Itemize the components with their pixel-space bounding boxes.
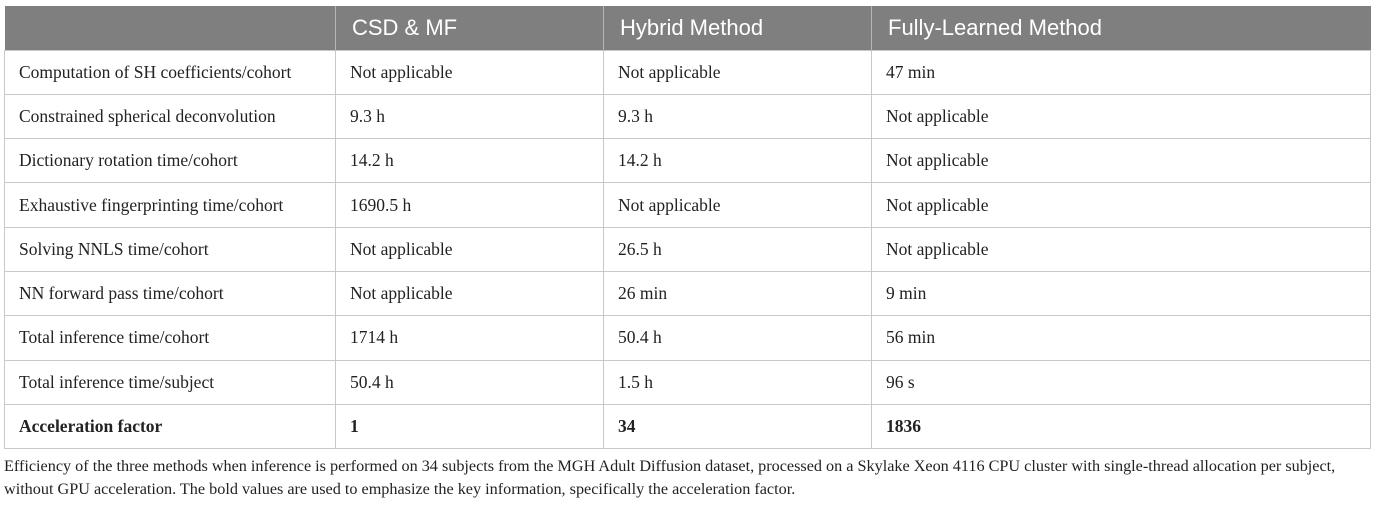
- header-cell-fully-learned: Fully-Learned Method: [872, 6, 1371, 50]
- cell-hybrid: 14.2 h: [604, 139, 872, 183]
- cell-hybrid: 26 min: [604, 271, 872, 315]
- cell-csd-mf: Not applicable: [336, 271, 604, 315]
- table-row-acceleration-factor: [5, 404, 1371, 448]
- cell-fully-learned: Not applicable: [872, 139, 1371, 183]
- cell-fully-learned: 56 min: [872, 316, 1371, 360]
- row-label: Total inference time/cohort: [5, 316, 336, 360]
- table-row: [5, 360, 1371, 404]
- cell-csd-mf: 14.2 h: [336, 139, 604, 183]
- cell-fully-learned: 47 min: [872, 50, 1371, 94]
- row-label: Acceleration factor: [5, 404, 336, 448]
- table-row: [5, 271, 1371, 315]
- cell-csd-mf: 1690.5 h: [336, 183, 604, 227]
- cell-csd-mf: 1: [336, 404, 604, 448]
- cell-hybrid: 50.4 h: [604, 316, 872, 360]
- header-cell-empty: [5, 6, 336, 50]
- table-row: [5, 50, 1371, 94]
- cell-csd-mf: 1714 h: [336, 316, 604, 360]
- cell-fully-learned: 9 min: [872, 271, 1371, 315]
- table-caption: Efficiency of the three methods when inference is performed on 34 subjects from the MGH Adult Diffusion dataset, processed on a Skylake Xeon 4116 CPU cluster with single-thread allocation per subject, without GPU acceleration. The bold values are used to emphasize the key information, specifically the acceleration factor.: [4, 457, 1336, 498]
- table-row: [5, 139, 1371, 183]
- cell-fully-learned: Not applicable: [872, 227, 1371, 271]
- row-label: NN forward pass time/cohort: [5, 271, 336, 315]
- row-label: Dictionary rotation time/cohort: [5, 139, 336, 183]
- cell-hybrid: 1.5 h: [604, 360, 872, 404]
- row-label: Total inference time/subject: [5, 360, 336, 404]
- cell-hybrid: Not applicable: [604, 183, 872, 227]
- header-cell-csd-mf: CSD & MF: [336, 6, 604, 50]
- table-row: [5, 183, 1371, 227]
- table-body: [5, 50, 1371, 449]
- cell-hybrid: 26.5 h: [604, 227, 872, 271]
- table-row: [5, 316, 1371, 360]
- cell-fully-learned: Not applicable: [872, 183, 1371, 227]
- table-row: [5, 94, 1371, 138]
- efficiency-table: [4, 6, 1371, 449]
- cell-fully-learned: Not applicable: [872, 94, 1371, 138]
- cell-csd-mf: Not applicable: [336, 50, 604, 94]
- cell-csd-mf: Not applicable: [336, 227, 604, 271]
- row-label: Exhaustive fingerprinting time/cohort: [5, 183, 336, 227]
- row-label: Constrained spherical deconvolution: [5, 94, 336, 138]
- cell-csd-mf: 50.4 h: [336, 360, 604, 404]
- header-row: [5, 6, 1371, 50]
- row-label: Computation of SH coefficients/cohort: [5, 50, 336, 94]
- efficiency-table-container: [4, 6, 1370, 449]
- cell-hybrid: Not applicable: [604, 50, 872, 94]
- cell-fully-learned: 96 s: [872, 360, 1371, 404]
- cell-csd-mf: 9.3 h: [336, 94, 604, 138]
- table-row: [5, 227, 1371, 271]
- row-label: Solving NNLS time/cohort: [5, 227, 336, 271]
- header-cell-hybrid: Hybrid Method: [604, 6, 872, 50]
- table-header: [5, 6, 1371, 50]
- cell-fully-learned: 1836: [872, 404, 1371, 448]
- cell-hybrid: 34: [604, 404, 872, 448]
- cell-hybrid: 9.3 h: [604, 94, 872, 138]
